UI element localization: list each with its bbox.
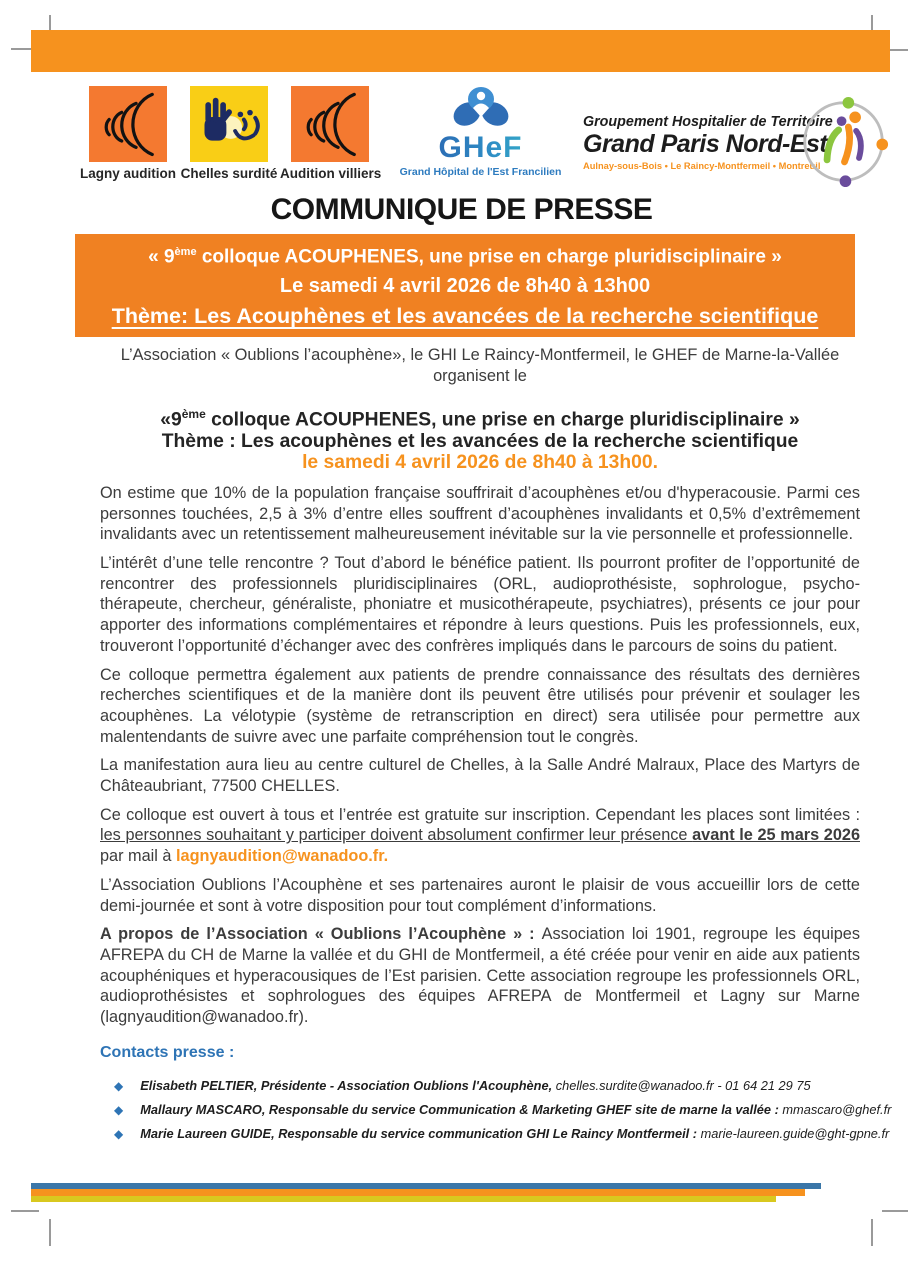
chelles-logo-square: [190, 86, 268, 162]
registration-email-link[interactable]: lagnyaudition@wanadoo.fr.: [176, 847, 389, 866]
top-orange-bar: [31, 30, 890, 72]
contact-item: [100, 1122, 890, 1146]
crop-mark-bottom-left-v: [49, 1219, 51, 1246]
event-heading-line1-sup: ème: [181, 407, 206, 421]
intro-paragraph: L’Association « Oublions l’acouphène», le GHI Le Raincy-Montfermeil, le GHEF de Marne-la-Vallée organisent le: [120, 346, 840, 385]
contact-email-phone: chelles.surdite@wanadoo.fr - 01 64 21 29 75: [552, 1077, 811, 1093]
contact-text: [140, 1098, 891, 1121]
event-heading-line1: [100, 404, 860, 431]
contact-email-phone: mmascaro@ghef.fr: [778, 1101, 892, 1117]
ght-line2: Grand Paris Nord-Est: [583, 129, 828, 158]
crop-mark-bottom-left-h: [11, 1210, 39, 1212]
ght-line3: Aulnay-sous-Bois • Le Raincy-Montfermeil • Montreuil: [583, 160, 821, 171]
villiers-logo-label: Audition villiers: [280, 166, 382, 181]
registration-deadline: avant le 25 mars 2026: [692, 826, 860, 845]
logo-lagny-audition: [78, 86, 178, 181]
contact-item: [100, 1098, 892, 1122]
paragraph-interest: L’intérêt d’une telle rencontre ? Tout d’abord le bénéfice patient. Ils pourront profiter de l’opportunité de rencontrer des professionnels pluridisciplinaires (ORL, audioprothésiste, sophrologue, psycho-thérapeute, chercheur, généraliste, phoniatre et musicothérapeute, psychiatres), présents ce jour pour apporter des informations complémentaires et répondre à leurs questions. Puis les professionnels, eux, trouveront l’opportunité d’échanger avec des confrères impliqués dans le parcours de soins du patient.: [100, 554, 860, 655]
sound-waves-icon: [93, 89, 163, 159]
document-body: [100, 345, 892, 1146]
paragraph-welcome: L’Association Oublions l’Acouphène et ses partenaires auront le plaisir de vous accueillir lors de cette demi-journée et sont à votre disposition pour tout complément d’informations.: [100, 875, 860, 915]
bottom-bar-yellow: [31, 1196, 776, 1202]
event-heading-line2: Thème : Les acouphènes et les avancées de la recherche scientifique: [161, 430, 799, 452]
crop-mark-bottom-right-v: [871, 1219, 873, 1246]
diamond-bullet-icon: ◆: [114, 1102, 124, 1117]
logo-ght-grand-paris-nord-est: [583, 96, 890, 188]
paragraph-registration: [100, 805, 860, 867]
event-heading-line1-pre: «9: [160, 409, 182, 431]
contact-name-role: Marie Laureen GUIDE, Responsable du service communication GHI Le Raincy Montfermeil :: [140, 1125, 698, 1141]
contact-name-role: Mallaury MASCARO, Responsable du service Communication & Marketing GHEF site de marne la vallée :: [140, 1101, 779, 1117]
contact-item: [100, 1074, 860, 1098]
banner-line1: [81, 246, 849, 268]
banner-line1-post: colloque ACOUPHENES, une prise en charge pluridisciplinaire »: [196, 246, 782, 268]
logo-audition-villiers: [280, 86, 380, 181]
paragraph-about: [100, 924, 860, 1028]
ght-line1: Groupement Hospitalier de Territoire: [583, 113, 833, 130]
diamond-bullet-icon: ◆: [114, 1078, 124, 1093]
event-banner: [75, 234, 855, 337]
contact-text: [140, 1074, 810, 1097]
ghef-clover-icon: [449, 84, 513, 132]
paragraph-statistics: On estime que 10% de la population française souffrirait d’acouphènes et/ou d'hyperacousie. Parmi ces personnes touchées, 2,5 à 3% d’entre elles souffrent d’acouphènes invalidants et 0,5% d’extrêmement invalidants avec un retentissement malheureusement inévitable sur la vie personnelle et professionnelle.: [100, 483, 860, 544]
registration-mid: par mail à: [100, 847, 177, 866]
ght-people-circle-icon: [798, 96, 890, 188]
logo-ghef: [398, 84, 563, 178]
ghef-subtitle: Grand Hôpital de l'Est Francilien: [399, 166, 562, 178]
banner-line3: Thème: Les Acouphènes et les avancées de la recherche scientifique: [111, 303, 819, 328]
contact-text: [140, 1122, 889, 1145]
sound-waves-icon: [295, 89, 365, 159]
contacts-list: [100, 1074, 892, 1146]
about-lead: A propos de l’Association « Oublions l’Acouphène » :: [100, 925, 542, 944]
registration-pre: Ce colloque est ouvert à tous et l’entrée est gratuite sur inscription. Cependant les places sont limitées :: [100, 805, 860, 824]
paragraph-research: Ce colloque permettra également aux patients de prendre connaissance des résultats des dernières recherches scientifiques et de la manière dont ils peuvent être utilisés pour prévenir et soulager les acouphènes. La vélotypie (système de retranscription en direct) sera utilisée pour permettre aux malentendants de suivre avec une parfaite compréhension tout le congrès.: [100, 665, 860, 746]
logo-chelles-surdite: [178, 86, 280, 181]
lagny-logo-square: [89, 86, 167, 162]
contacts-heading: Contacts presse :: [100, 1043, 235, 1061]
ght-text-block: [583, 113, 833, 171]
event-heading-date: le samedi 4 avril 2026 de 8h40 à 13h00.: [302, 452, 658, 474]
ghef-wordmark: GHeF: [398, 131, 563, 165]
banner-line1-sup: ème: [174, 246, 197, 258]
event-heading: [100, 404, 860, 474]
diamond-bullet-icon: ◆: [114, 1126, 124, 1141]
crop-mark-bottom-right-h: [882, 1210, 908, 1212]
page-title: COMMUNIQUE DE PRESSE: [270, 193, 653, 226]
contact-name-role: Elisabeth PELTIER, Présidente - Association Oublions l'Acouphène,: [140, 1077, 553, 1093]
event-heading-line1-post: colloque ACOUPHENES, une prise en charge pluridisciplinaire »: [205, 409, 800, 431]
lagny-logo-label: Lagny audition: [80, 166, 176, 181]
sign-language-hand-icon: [194, 89, 264, 159]
paragraph-venue: La manifestation aura lieu au centre culturel de Chelles, à la Salle André Malraux, Place des Martyrs de Châteaubriant, 77500 CHELLES.: [100, 756, 860, 796]
banner-line1-pre: « 9: [148, 246, 175, 268]
registration-underline: les personnes souhaitant y participer doivent absolument confirmer leur présence: [100, 826, 693, 845]
villiers-logo-square: [291, 86, 369, 162]
chelles-logo-label: Chelles surdité: [180, 166, 278, 181]
banner-line2: Le samedi 4 avril 2026 de 8h40 à 13h00: [279, 274, 651, 297]
bottom-bar-orange: [31, 1189, 805, 1196]
about-text: Association loi 1901, regroupe les équipes AFREPA du CH de Marne la vallée et du GHI de Montfermeil, a été créée pour venir en aide aux patients acouphéniques et hyperacousiques de l’Est parisien. Cette association regroupe les professionnels ORL, audioprothésistes et sophrologues des équipes AFREPA de Montfermeil et Lagny sur Marne (lagnyaudition@wanadoo.fr).: [100, 925, 860, 1027]
contact-email-phone: marie-laureen.guide@ght-gpne.fr: [697, 1125, 890, 1141]
